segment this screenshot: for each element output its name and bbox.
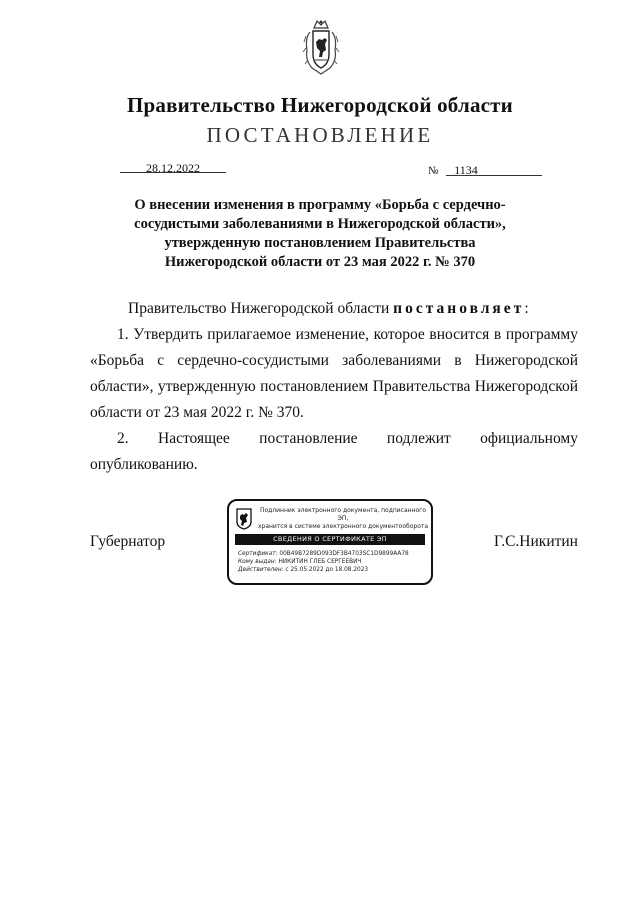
e-signature-stamp (227, 499, 433, 585)
stamp-valid-row (238, 566, 428, 574)
preamble-decree-word: постановляет (393, 300, 525, 317)
stamp-emblem-icon (236, 508, 252, 530)
number-underline (446, 175, 542, 176)
paragraph-1: 1. Утвердить прилагаемое изменение, которое вносится в программу «Борьба с сердечно-сосудистыми заболеваниями в Нижегородской области», утвержденную постановлением Правительства Нижегородской области от 23 мая 2022 г. № 370. (90, 326, 578, 421)
stamp-cert-row (238, 550, 428, 558)
document-subject: О внесении изменения в программу «Борьба с сердечно-сосудистыми заболеваниями в Нижегородской области», утвержденную постановлением Правительства Нижегородской области от 23 мая 2022 г. № 370 (134, 197, 506, 270)
preamble-lead: Правительство Нижегородской области (128, 300, 394, 317)
stamp-issued-value: НИКИТИН ГЛЕБ СЕРГЕЕВИЧ (278, 559, 362, 565)
document-date: 28.12.2022 (146, 161, 200, 175)
stamp-issued-row (238, 558, 428, 566)
stamp-header-line-1: Подлинник электронного документа, подписанного ЭП, (259, 507, 426, 522)
stamp-valid-value: с 25.05.2022 до 18.08.2023 (285, 567, 369, 573)
preamble-tail: : (524, 300, 529, 317)
organization-title: Правительство Нижегородской области (127, 93, 513, 117)
document-type: ПОСТАНОВЛЕНИЕ (206, 123, 434, 147)
stamp-cert-value: 00B49B7289D093DF3B4703SC1D9899AA78 (279, 551, 409, 557)
date-underline (120, 171, 226, 173)
stamp-details (238, 550, 428, 574)
stamp-certificate-bar: СВЕДЕНИЯ О СЕРТИФИКАТЕ ЭП (235, 534, 425, 545)
stamp-cert-label: Сертификат: (238, 551, 278, 557)
stamp-header (257, 507, 429, 531)
preamble-paragraph (90, 296, 578, 322)
paragraph-2: 2. Настоящее постановление подлежит официальному опубликованию. (90, 430, 578, 473)
stamp-issued-label: Кому выдан: (238, 559, 277, 565)
stamp-valid-label: Действителен: (238, 567, 284, 573)
document-number: 1134 (454, 163, 478, 177)
signatory-position: Губернатор (90, 533, 166, 550)
coat-of-arms-icon (302, 18, 340, 78)
number-label: № (428, 165, 439, 177)
signatory-name: Г.С.Никитин (494, 533, 578, 550)
stamp-header-line-2: хранится в системе электронного документооборота (257, 523, 429, 530)
